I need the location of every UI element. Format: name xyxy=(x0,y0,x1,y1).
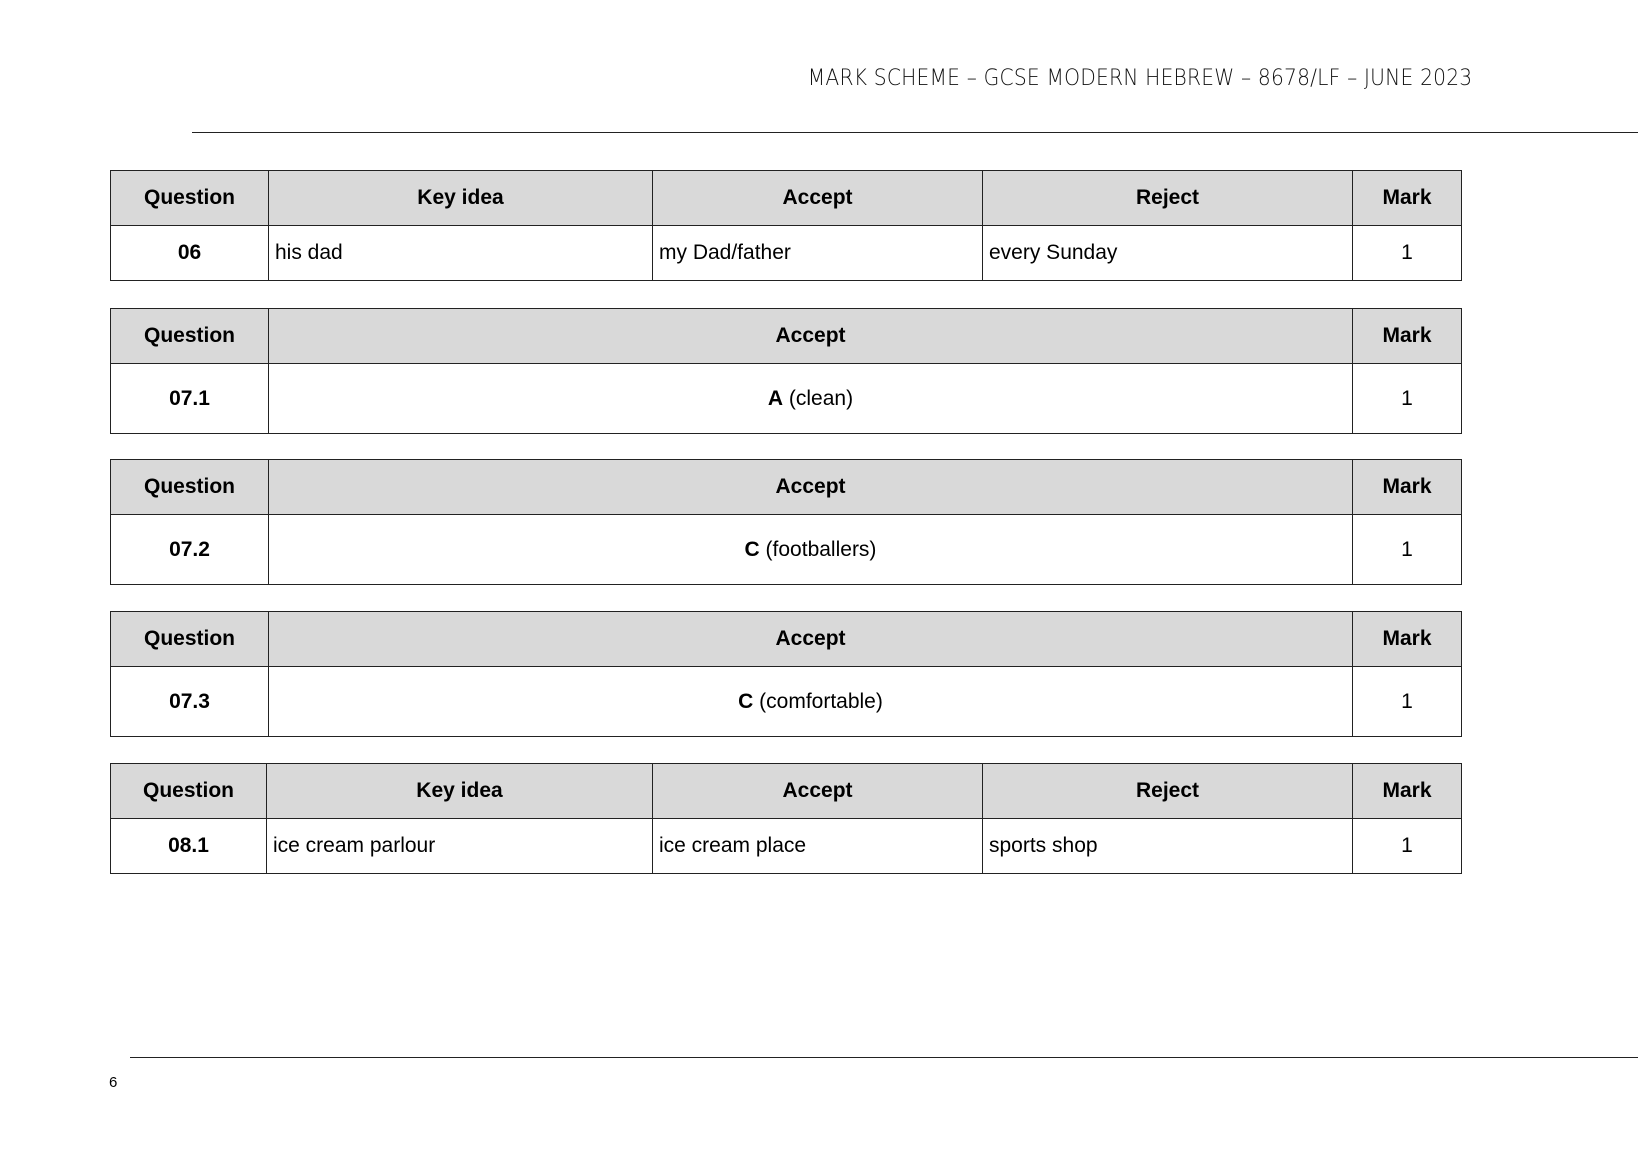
header-mark: Mark xyxy=(1353,764,1462,819)
header-question: Question xyxy=(111,171,269,226)
table-header-row xyxy=(111,171,1462,226)
table-row xyxy=(111,226,1462,281)
table-header-row xyxy=(111,764,1462,819)
question-number: 08.1 xyxy=(111,819,267,874)
mark-cell: 1 xyxy=(1353,667,1462,737)
accept-cell xyxy=(269,515,1353,585)
header-accept: Accept xyxy=(653,171,983,226)
mark-table-07-1 xyxy=(110,308,1462,434)
mark-table-07-3 xyxy=(110,611,1462,737)
mark-cell: 1 xyxy=(1353,819,1462,874)
header-question: Question xyxy=(111,460,269,515)
mark-table-08-1 xyxy=(110,763,1462,874)
header-mark: Mark xyxy=(1353,309,1462,364)
accept-cell xyxy=(269,364,1353,434)
question-number: 07.2 xyxy=(111,515,269,585)
answer-letter: C xyxy=(738,689,754,713)
table-row xyxy=(111,364,1462,434)
page-header-title: MARK SCHEME – GCSE MODERN HEBREW – 8678/LF – JUNE 2023 xyxy=(807,66,1472,91)
table-header-row xyxy=(111,309,1462,364)
header-accept: Accept xyxy=(269,309,1353,364)
header-reject: Reject xyxy=(983,764,1353,819)
answer-text: (comfortable) xyxy=(753,689,883,713)
question-number: 07.3 xyxy=(111,667,269,737)
header-question: Question xyxy=(111,309,269,364)
reject-cell: every Sunday xyxy=(983,226,1353,281)
answer-letter: A xyxy=(767,386,784,410)
footer-rule xyxy=(130,1057,1638,1058)
header-key-idea: Key idea xyxy=(267,764,653,819)
reject-cell: sports shop xyxy=(983,819,1353,874)
header-accept: Accept xyxy=(653,764,983,819)
key-idea-cell: his dad xyxy=(269,226,653,281)
header-mark: Mark xyxy=(1353,460,1462,515)
header-accept: Accept xyxy=(269,612,1353,667)
accept-cell: my Dad/father xyxy=(653,226,983,281)
table-row xyxy=(111,515,1462,585)
header-reject: Reject xyxy=(983,171,1353,226)
answer-text: (footballers) xyxy=(759,537,877,561)
table-row xyxy=(111,819,1462,874)
table-header-row xyxy=(111,460,1462,515)
table-row xyxy=(111,667,1462,737)
question-number: 07.1 xyxy=(111,364,269,434)
header-mark: Mark xyxy=(1353,612,1462,667)
key-idea-cell: ice cream parlour xyxy=(267,819,653,874)
header-question: Question xyxy=(111,612,269,667)
accept-cell: ice cream place xyxy=(653,819,983,874)
mark-cell: 1 xyxy=(1353,515,1462,585)
header-key-idea: Key idea xyxy=(269,171,653,226)
mark-table-06 xyxy=(110,170,1462,281)
mark-table-07-2 xyxy=(110,459,1462,585)
table-header-row xyxy=(111,612,1462,667)
mark-cell: 1 xyxy=(1353,226,1462,281)
answer-letter: C xyxy=(744,537,760,561)
page-number: 6 xyxy=(109,1074,118,1091)
accept-cell xyxy=(269,667,1353,737)
mark-cell: 1 xyxy=(1353,364,1462,434)
answer-text: (clean) xyxy=(783,386,854,410)
header-question: Question xyxy=(111,764,267,819)
header-accept: Accept xyxy=(269,460,1353,515)
header-rule xyxy=(192,132,1638,133)
header-mark: Mark xyxy=(1353,171,1462,226)
question-number: 06 xyxy=(111,226,269,281)
